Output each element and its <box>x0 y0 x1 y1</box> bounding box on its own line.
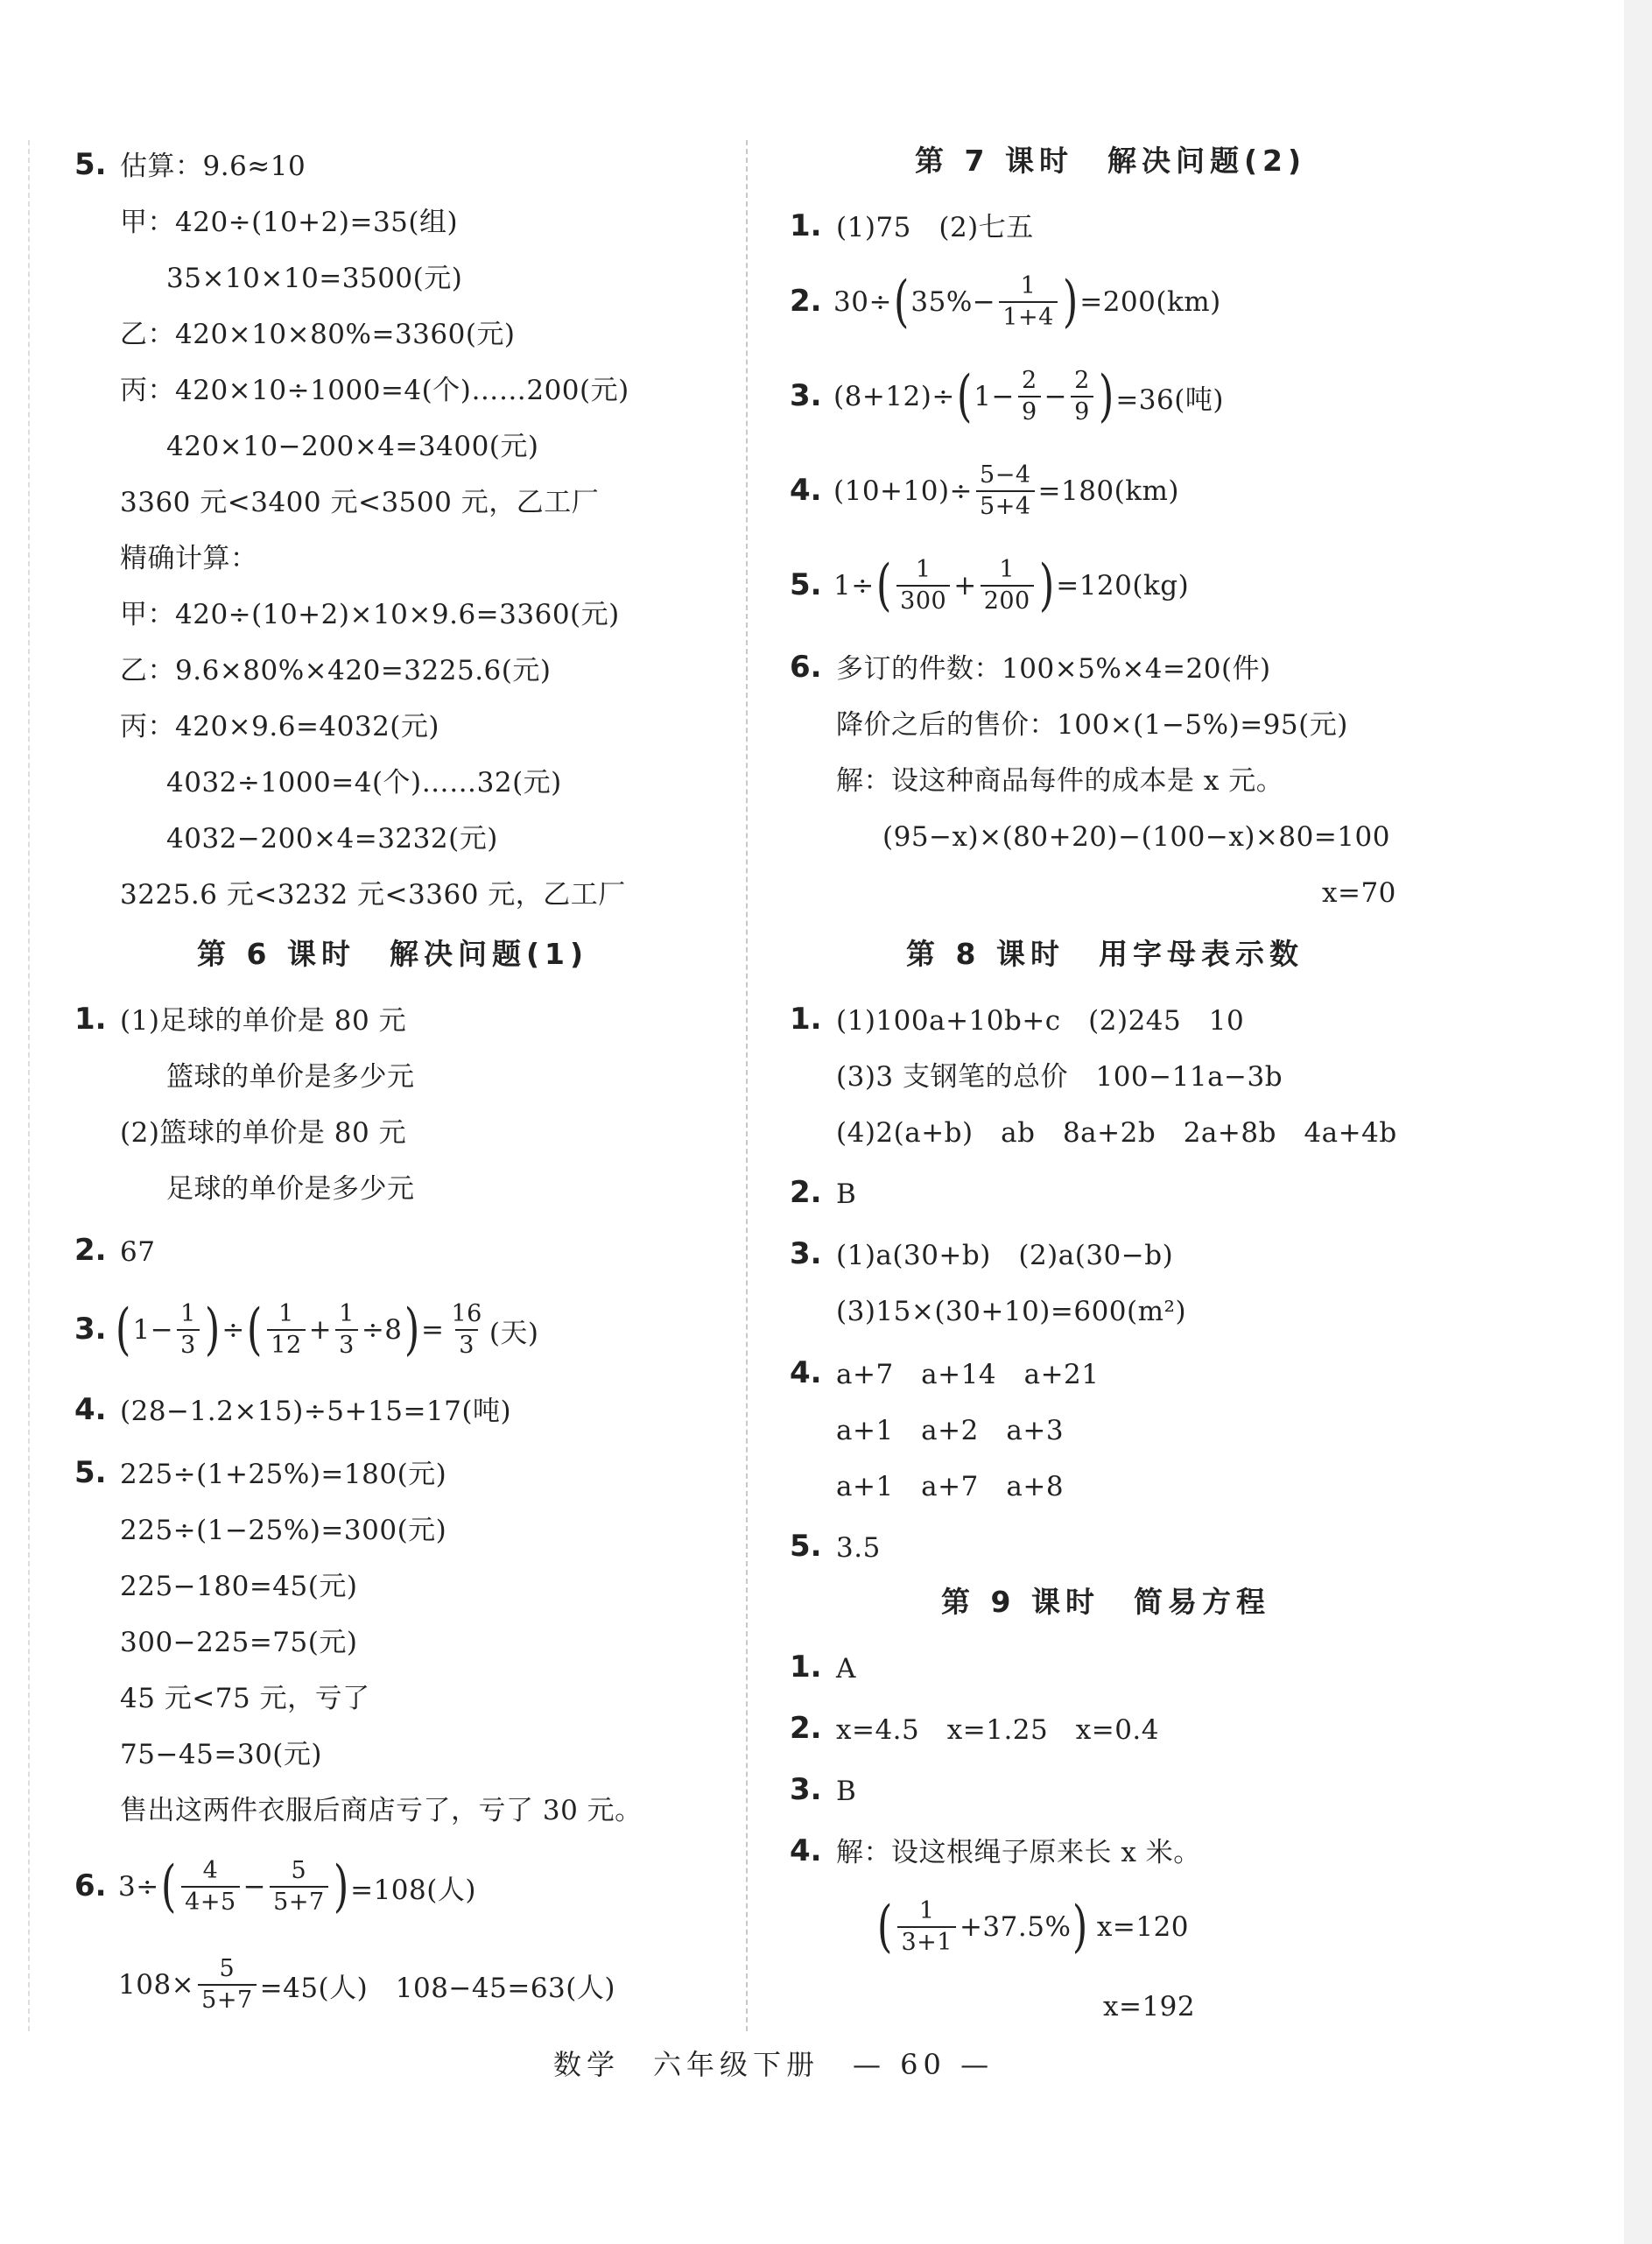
math-expression: 1÷ ( $\frac{1}{300}$ + $\frac{1}{200}$ ) =120(kg) <box>833 553 1190 618</box>
answer-line: a+7 a+14 a+21 <box>836 1359 1100 1390</box>
answer-line: 67 <box>120 1236 156 1268</box>
answer-line: (1)75 (2)七五 <box>836 212 1034 243</box>
answer-line: (4)2(a+b) ab 8a+2b 2a+8b 4a+4b <box>836 1117 1397 1149</box>
answer-line: 35×10×10=3500(元) <box>166 263 463 294</box>
answer-line: B <box>836 1178 857 1210</box>
question-number: 1. <box>790 1650 822 1685</box>
section-title: 第 7 课时 解决问题(2) <box>915 144 1307 178</box>
margin-line <box>28 140 30 2031</box>
math-expression: 3÷ ( $\frac{4}{4+5}$ − $\frac{5}{5+7}$ ) =108(人) <box>118 1854 476 1919</box>
question-number: 4. <box>790 473 822 508</box>
answer-line: 多订的件数：100×5%×4=20(件) <box>836 653 1271 685</box>
answer-line: (1)a(30+b) (2)a(30−b) <box>836 1240 1174 1271</box>
math-expression: (8+12)÷ ( 1− $\frac{2}{9}$ − $\frac{2}{9}$ ) =36(吨) <box>833 364 1224 429</box>
answer-line: (95−x)×(80+20)−(100−x)×80=100 <box>882 821 1390 853</box>
question-number: 2. <box>74 1233 107 1268</box>
answer-line: 225÷(1−25%)=300(元) <box>120 1515 447 1546</box>
answer-line: 225÷(1+25%)=180(元) <box>120 1459 447 1490</box>
section-title: 第 8 课时 用字母表示数 <box>906 937 1304 971</box>
answer-line: 丙：420×9.6=4032(元) <box>120 711 439 742</box>
math-expression: 30÷ ( 35%− $\frac{1}{1+4}$ ) =200(km) <box>833 270 1221 334</box>
answer-line: 篮球的单价是多少元 <box>166 1061 415 1093</box>
question-number: 2. <box>790 1711 822 1746</box>
answer-line: (3)3 支钢笔的总价 100−11a−3b <box>836 1061 1283 1093</box>
answer-line: (1)足球的单价是 80 元 <box>120 1005 407 1037</box>
answer-line: 420×10−200×4=3400(元) <box>166 431 539 462</box>
question-number: 2. <box>790 284 822 319</box>
answer-line: a+1 a+7 a+8 <box>836 1471 1065 1502</box>
question-number: 3. <box>790 1772 822 1807</box>
answer-line: 75−45=30(元) <box>120 1739 322 1770</box>
answer-line: A <box>836 1653 856 1685</box>
answer-line: a+1 a+2 a+3 <box>836 1415 1065 1446</box>
answer-line: 甲：420÷(10+2)×10×9.6=3360(元) <box>120 599 620 630</box>
question-number: 3. <box>74 1312 107 1347</box>
math-expression: (10+10)÷ $\frac{5-4}{5+4}$ =180(km) <box>833 461 1180 520</box>
answer-line: B <box>836 1776 857 1807</box>
question-number: 3. <box>790 378 822 413</box>
section-title: 第 6 课时 解决问题(1) <box>197 937 589 971</box>
answer-line: (2)篮球的单价是 80 元 <box>120 1117 407 1149</box>
answer-line: 售出这两件衣服后商店亏了，亏了 30 元。 <box>120 1795 643 1826</box>
answer-line: 降价之后的售价：100×(1−5%)=95(元) <box>836 709 1348 741</box>
question-number: 6. <box>74 1868 107 1903</box>
question-number: 4. <box>74 1392 107 1427</box>
question-number: 4. <box>790 1833 822 1868</box>
question-number: 3. <box>790 1236 822 1271</box>
section-title: 第 9 课时 简易方程 <box>941 1585 1270 1619</box>
answer-line: 45 元<75 元，亏了 <box>120 1683 370 1714</box>
answer-line: x=70 <box>1322 877 1396 909</box>
question-number: 5. <box>790 1529 822 1564</box>
answer-line: (28−1.2×15)÷5+15=17(吨) <box>120 1396 512 1427</box>
column-divider <box>746 140 748 2031</box>
answer-line: 足球的单价是多少元 <box>166 1173 415 1205</box>
answer-line: 3360 元<3400 元<3500 元，乙工厂 <box>120 487 600 518</box>
answer-line: 丙：420×10÷1000=4(个)……200(元) <box>120 375 629 406</box>
answer-line: 3225.6 元<3232 元<3360 元，乙工厂 <box>120 879 626 911</box>
answer-line: 225−180=45(元) <box>120 1571 358 1602</box>
answer-line: 估算：9.6≈10 <box>120 151 306 182</box>
answer-line: 4032−200×4=3232(元) <box>166 823 498 855</box>
math-expression: 108× $\frac{5}{5+7}$ =45(人) 108−45=63(人) <box>118 1955 615 2014</box>
math-expression: ( 1− $\frac{1}{3}$ ) ÷ ( $\frac{1}{12}$ + $\frac{1}{3}$ ÷8 ) = $\frac{16}{3}$ (天) <box>115 1298 539 1362</box>
answer-line: 4032÷1000=4(个)……32(元) <box>166 767 562 798</box>
question-number: 1. <box>74 1002 107 1037</box>
answer-line: 乙：420×10×80%=3360(元) <box>120 319 516 350</box>
answer-line: 甲：420÷(10+2)=35(组) <box>120 207 459 238</box>
math-expression: ( $\frac{1}{3+1}$ +37.5% ) x=120 <box>876 1895 1190 1959</box>
answer-line: 解：设这种商品每件的成本是 x 元。 <box>836 765 1284 797</box>
question-number: 5. <box>790 567 822 602</box>
answer-line: 精确计算： <box>120 543 258 574</box>
answer-line: (3)15×(30+10)=600(m²) <box>836 1296 1187 1327</box>
question-number: 6. <box>790 650 822 685</box>
answer-line: 3.5 <box>836 1532 881 1564</box>
question-number: 1. <box>790 208 822 243</box>
answer-line: (1)100a+10b+c (2)245 10 <box>836 1005 1245 1037</box>
question-number: 5. <box>74 147 107 182</box>
page-footer: 数学 六年级下册 — 60 — <box>553 2048 995 2081</box>
question-number: 4. <box>790 1355 822 1390</box>
answer-line: x=192 <box>1103 1991 1196 2022</box>
answer-line: 解：设这根绳子原来长 x 米。 <box>836 1837 1201 1868</box>
question-number: 5. <box>74 1455 107 1490</box>
answer-line: 乙：9.6×80%×420=3225.6(元) <box>120 655 552 686</box>
question-number: 1. <box>790 1002 822 1037</box>
question-number: 2. <box>790 1175 822 1210</box>
answer-line: x=4.5 x=1.25 x=0.4 <box>836 1714 1159 1746</box>
answer-line: 300−225=75(元) <box>120 1627 358 1658</box>
